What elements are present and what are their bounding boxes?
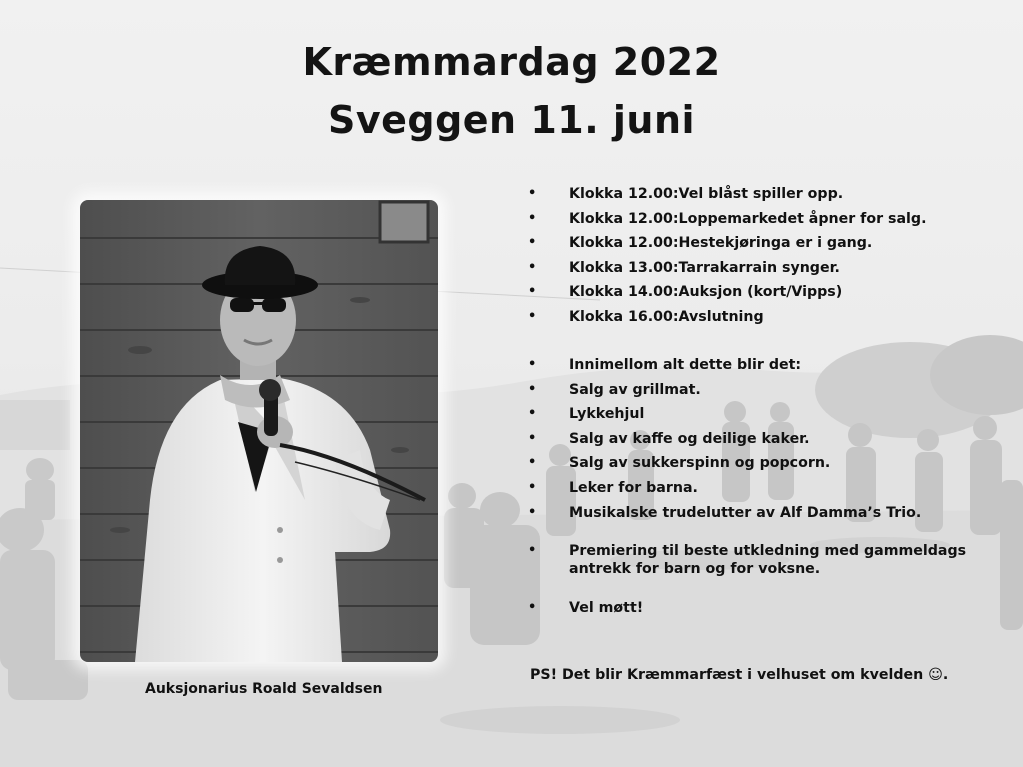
schedule-time: Klokka 12.00:	[569, 210, 679, 227]
closing-text: Vel møtt!	[569, 600, 644, 617]
schedule-time: Klokka 12.00:	[569, 235, 679, 252]
schedule-item	[528, 305, 926, 330]
schedule-item	[528, 207, 926, 232]
bullet-icon: •	[528, 455, 537, 471]
bullet-icon: •	[528, 259, 537, 275]
schedule-text: Avslutning	[678, 308, 764, 325]
premiering-text: Premiering til beste utkledning med gammeldags antrekk for barn og for voksne.	[569, 543, 967, 578]
schedule-text: Auksjon (kort/Vipps)	[678, 284, 843, 301]
poster-title: Kræmmardag 2022	[302, 40, 721, 84]
bullet-icon: •	[528, 308, 537, 324]
activity-text: Lykkehjul	[569, 406, 645, 423]
schedule-item	[528, 182, 926, 207]
schedule-text: Tarrakarrain synger.	[678, 259, 840, 276]
activity-item	[528, 378, 989, 403]
activity-item	[528, 402, 989, 427]
activity-text: Leker for barna.	[569, 479, 698, 496]
bullet-icon: •	[528, 235, 537, 251]
activity-item	[528, 451, 989, 476]
activity-text: Salg av sukkerspinn og popcorn.	[569, 455, 831, 472]
activity-item	[528, 427, 989, 452]
activity-text: Musikalske trudelutter av Alf Damma’s Trio.	[569, 504, 922, 521]
schedule-time: Klokka 16.00:	[569, 308, 679, 325]
ps-note: PS! Det blir Kræmmarfæst i velhuset om kvelden ☺.	[530, 667, 949, 683]
premiering-item	[528, 539, 989, 584]
bullet-icon: •	[528, 479, 537, 495]
bullet-icon: •	[528, 406, 537, 422]
schedule-text: Loppemarkedet åpner for salg.	[678, 210, 927, 227]
activity-text: Salg av kaffe og deilige kaker.	[569, 430, 810, 447]
activities-intro	[528, 353, 989, 378]
auctioneer-photo	[80, 200, 438, 662]
bullet-icon: •	[528, 600, 537, 616]
bullet-icon: •	[528, 543, 537, 559]
schedule-item	[528, 231, 926, 256]
schedule-item	[528, 280, 926, 305]
activities-intro-text: Innimellom alt dette blir det:	[569, 357, 802, 373]
activity-item	[528, 476, 989, 501]
schedule-text: Hestekjøringa er i gang.	[678, 235, 873, 252]
activity-text: Salg av grillmat.	[569, 381, 701, 398]
schedule-item	[528, 256, 926, 281]
schedule-time: Klokka 14.00:	[569, 284, 679, 301]
schedule-text: Vel blåst spiller opp.	[678, 186, 844, 202]
schedule-list	[528, 182, 926, 330]
bullet-icon: •	[528, 284, 537, 300]
bullet-icon: •	[528, 430, 537, 446]
bullet-icon: •	[528, 357, 537, 372]
bullet-icon: •	[528, 186, 537, 201]
bullet-icon: •	[528, 381, 537, 397]
schedule-time: Klokka 13.00:	[569, 259, 679, 276]
bullet-icon: •	[528, 210, 537, 226]
schedule-time: Klokka 12.00:	[569, 186, 679, 202]
photo-caption: Auksjonarius Roald Sevaldsen	[145, 681, 383, 697]
activities-list	[528, 353, 989, 621]
activity-item	[528, 501, 989, 526]
closing-item	[528, 596, 989, 621]
poster-subtitle: Sveggen 11. juni	[327, 98, 696, 142]
bullet-icon: •	[528, 504, 537, 520]
